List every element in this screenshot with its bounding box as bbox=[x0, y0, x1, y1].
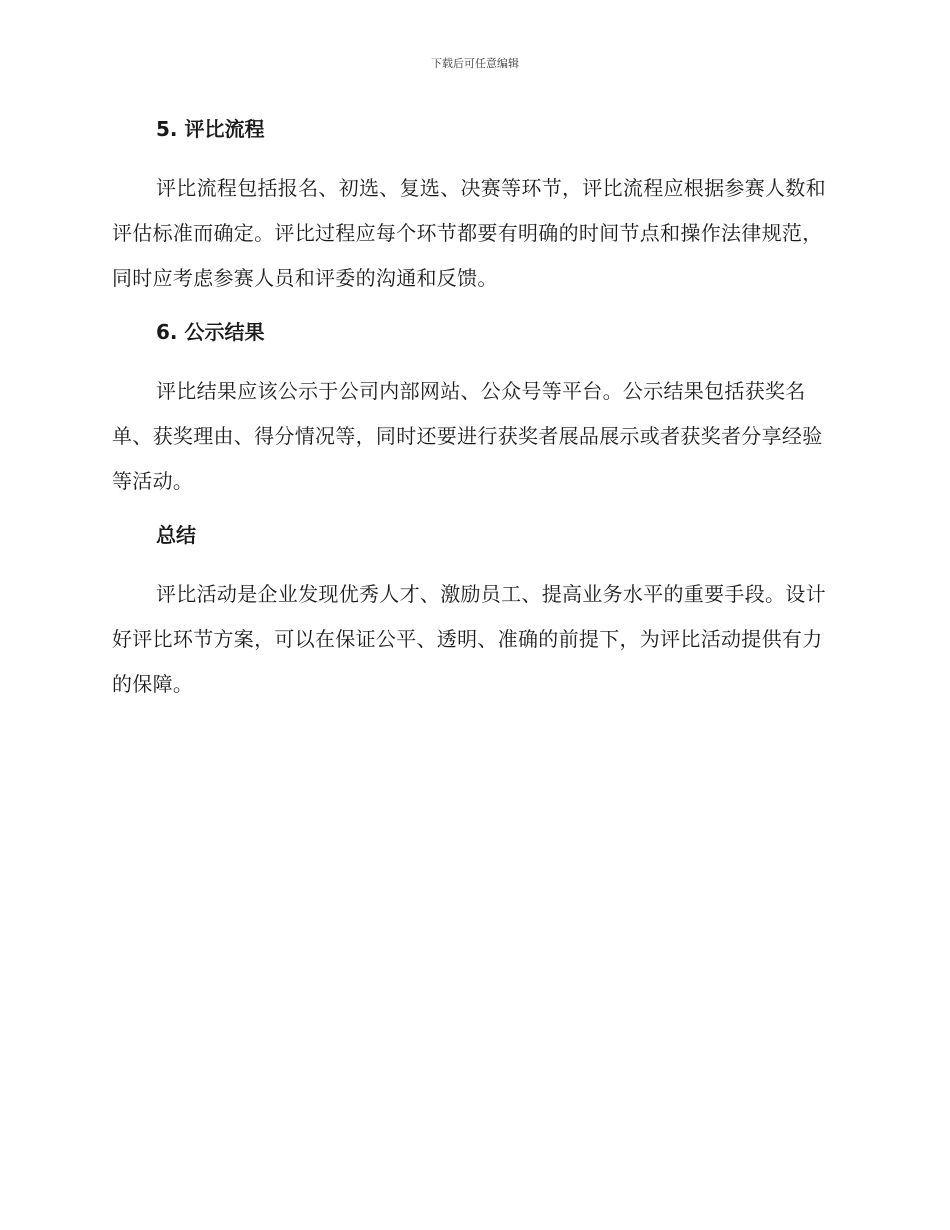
header-note: 下载后可任意编辑 bbox=[431, 57, 519, 70]
document-body bbox=[112, 112, 832, 721]
section-heading-summary: 总结 bbox=[156, 523, 196, 547]
section-heading-evaluation-process: 5. 评比流程 bbox=[156, 117, 265, 141]
section-paragraph-summary: 评比活动是企业发现优秀人才、激励员工、提高业务水平的重要手段。设计好评比环节方案，可以在保证公平、透明、准确的前提下，为评比活动提供有力的保障。 bbox=[112, 582, 826, 696]
section-paragraph-publish-results: 评比结果应该公示于公司内部网站、公众号等平台。公示结果包括获奖名单、获奖理由、得分情况等，同时还要进行获奖者展品展示或者获奖者分享经验等活动。 bbox=[112, 379, 823, 493]
section-heading-publish-results: 6. 公示结果 bbox=[156, 320, 265, 344]
section-paragraph-evaluation-process: 评比流程包括报名、初选、复选、决赛等环节，评比流程应根据参赛人数和评估标准而确定。评比过程应每个环节都要有明确的时间节点和操作法律规范，同时应考虑参赛人员和评委的沟通和反馈。 bbox=[112, 176, 826, 290]
